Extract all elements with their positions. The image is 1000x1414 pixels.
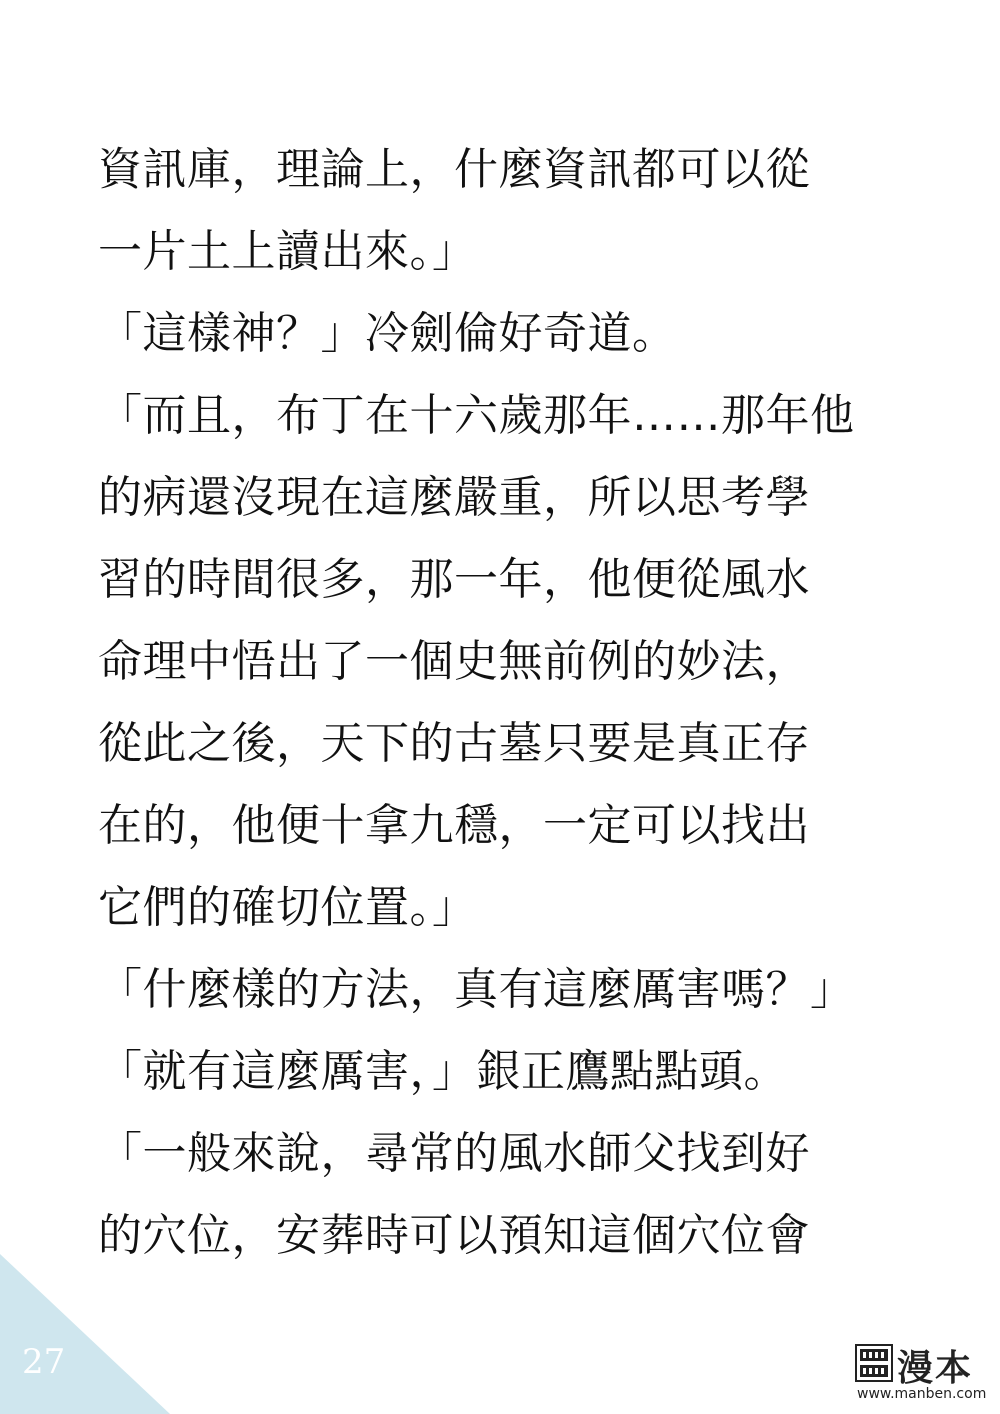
text-line-7: 命理中悟出了一個史無前例的妙法， [98, 636, 810, 687]
watermark-name: 漫本 [897, 1348, 974, 1389]
text-line-14: 的穴位，安葬時可以預知這個穴位會 [98, 1210, 810, 1261]
text-line-4: 「而且，布丁在十六歲那年……那年他 [98, 390, 855, 441]
text-line-2: 一片土上讀出來。」 [98, 226, 477, 277]
text-line-10: 它們的確切位置。」 [98, 882, 477, 933]
text-line-8: 從此之後，天下的古墓只要是真正存 [98, 718, 810, 769]
text-line-13: 「一般來說，尋常的風水師父找到好 [98, 1128, 810, 1179]
text-line-11: 「什麼樣的方法，真有這麼厲害嗎？」 [98, 964, 855, 1015]
text-line-12: 「就有這麼厲害，」銀正鷹點點頭。 [98, 1046, 788, 1097]
manben-logo-icon [855, 1344, 893, 1382]
corner-triangle [0, 1254, 170, 1414]
text-line-3: 「這樣神？」冷劍倫好奇道。 [98, 308, 677, 359]
text-line-5: 的病還沒現在這麼嚴重，所以思考學 [98, 472, 810, 523]
text-line-9: 在的，他便十拿九穩，一定可以找出 [98, 800, 810, 851]
text-line-1: 資訊庫，理論上，什麼資訊都可以從 [98, 144, 810, 195]
body-text [98, 129, 898, 1277]
watermark-url: www.manben.com [857, 1386, 987, 1402]
page-number: 27 [22, 1342, 66, 1382]
text-line-6: 習的時間很多，那一年，他便從風水 [98, 554, 810, 605]
watermark [855, 1344, 990, 1408]
